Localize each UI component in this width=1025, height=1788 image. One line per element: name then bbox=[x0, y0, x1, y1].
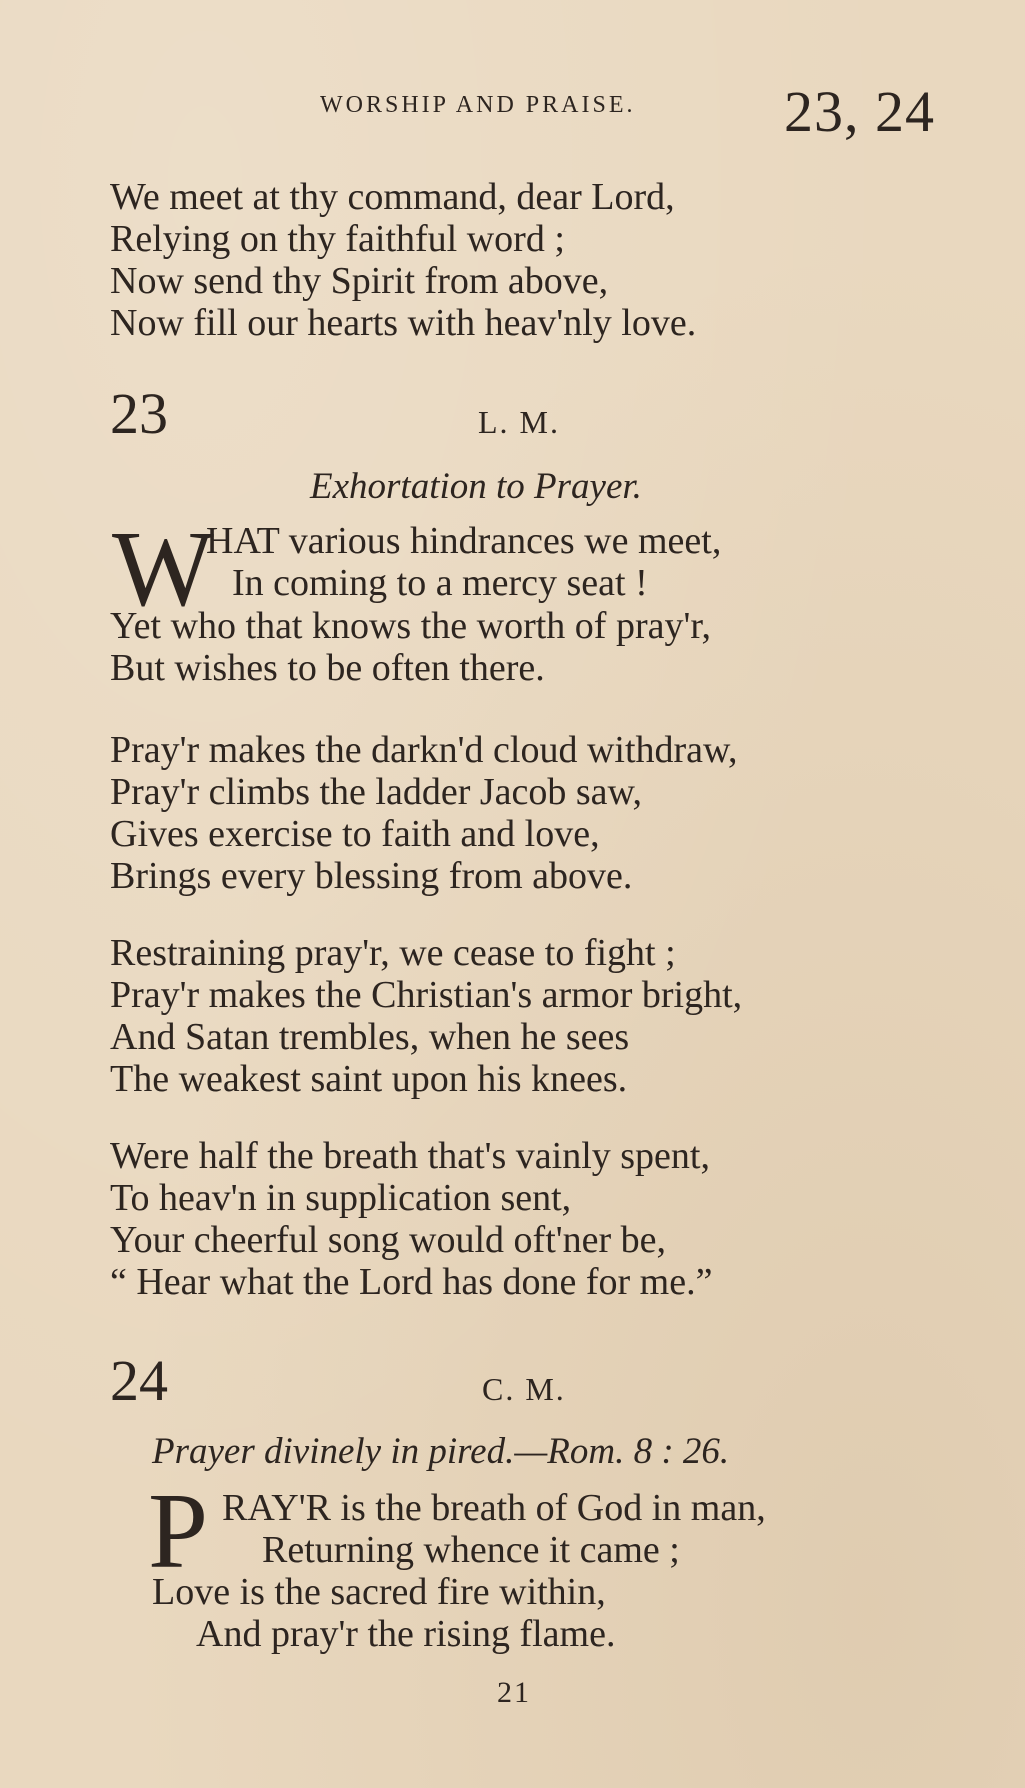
hymn-number: 24 bbox=[110, 1348, 168, 1413]
verse-line: “ Hear what the Lord has done for me.” bbox=[110, 1261, 713, 1303]
verse-line: And Satan trembles, when he sees bbox=[110, 1016, 630, 1058]
verse-line: Your cheerful song would oft'ner be, bbox=[110, 1219, 666, 1261]
verse-line: HAT various hindrances we meet, bbox=[206, 520, 722, 562]
verse-line: Now send thy Spirit from above, bbox=[110, 260, 609, 302]
hymn-title: Prayer divinely in pired.—Rom. 8 : 26. bbox=[152, 1431, 730, 1472]
verse-line: RAY'R is the breath of God in man, bbox=[222, 1487, 766, 1529]
hymn-range: 23, 24 bbox=[784, 79, 935, 144]
verse-line: And pray'r the rising flame. bbox=[196, 1613, 616, 1655]
verse-line: Pray'r climbs the ladder Jacob saw, bbox=[110, 771, 642, 813]
hymn-title: Exhortation to Prayer. bbox=[310, 466, 642, 507]
verse-line: To heav'n in supplication sent, bbox=[110, 1177, 572, 1219]
verse-line: Now fill our hearts with heav'nly love. bbox=[110, 302, 697, 344]
verse-line: Love is the sacred fire within, bbox=[152, 1571, 606, 1613]
verse-line: In coming to a mercy seat ! bbox=[232, 562, 648, 604]
verse-line: Gives exercise to faith and love, bbox=[110, 813, 600, 855]
running-head: WORSHIP AND PRAISE. bbox=[320, 92, 636, 118]
verse-line: Relying on thy faithful word ; bbox=[110, 218, 565, 260]
hymn-meter: C. M. bbox=[482, 1371, 566, 1407]
verse-line: Yet who that knows the worth of pray'r, bbox=[110, 605, 711, 647]
hymn-meter: L. M. bbox=[478, 404, 560, 440]
page-number: 21 bbox=[497, 1676, 531, 1709]
verse-line: Pray'r makes the Christian's armor bright, bbox=[110, 974, 743, 1016]
verse-line: We meet at thy command, dear Lord, bbox=[110, 176, 675, 218]
verse-line: Pray'r makes the darkn'd cloud withdraw, bbox=[110, 729, 738, 771]
verse-line: Restraining pray'r, we cease to fight ; bbox=[110, 932, 676, 974]
verse-line: But wishes to be often there. bbox=[110, 647, 545, 689]
verse-line: The weakest saint upon his knees. bbox=[110, 1058, 628, 1100]
hymn-number: 23 bbox=[110, 381, 168, 446]
drop-cap: P bbox=[148, 1472, 209, 1591]
verse-line: Were half the breath that's vainly spent, bbox=[110, 1135, 710, 1177]
verse-line: Returning whence it came ; bbox=[262, 1529, 680, 1571]
drop-cap: W bbox=[112, 510, 214, 629]
verse-line: Brings every blessing from above. bbox=[110, 855, 633, 897]
